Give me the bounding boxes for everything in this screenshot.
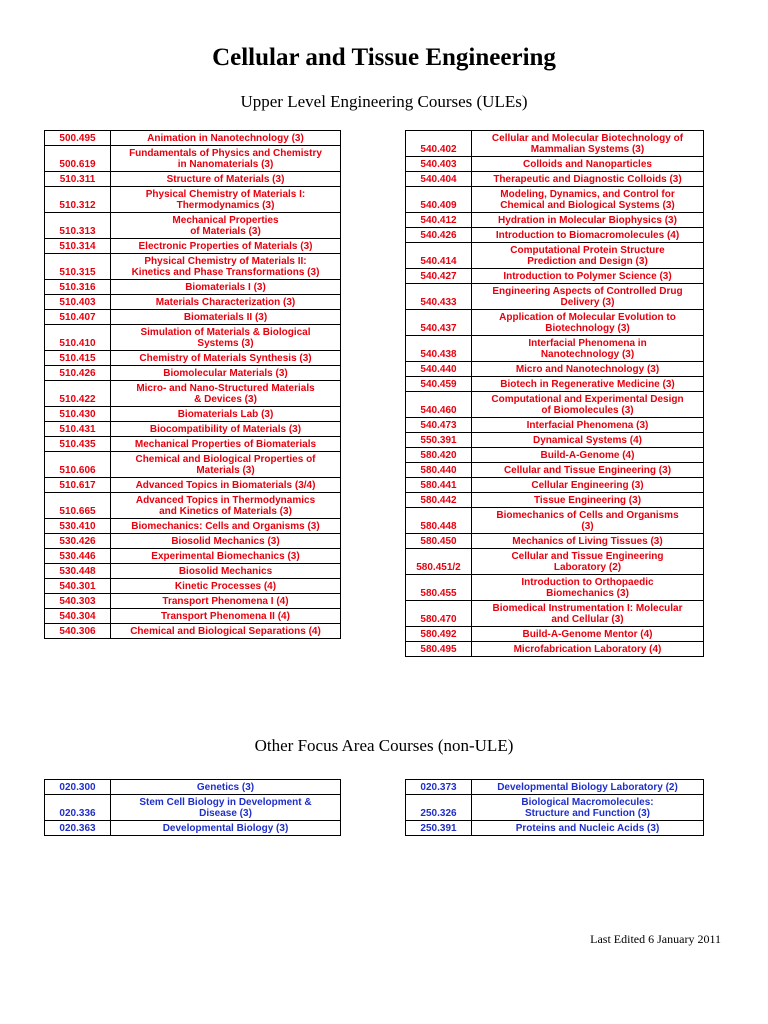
course-number: 540.306 [45, 624, 111, 639]
course-title: Cellular and Tissue Engineering Laboratory (2) [472, 549, 704, 575]
course-title: Physical Chemistry of Materials I: Thermodynamics (3) [111, 187, 341, 213]
course-number: 510.415 [45, 351, 111, 366]
course-row [45, 422, 341, 437]
course-row [45, 437, 341, 452]
course-row [406, 243, 704, 269]
course-title: Biosolid Mechanics (3) [111, 534, 341, 549]
course-number: 020.300 [45, 780, 111, 795]
course-number: 510.431 [45, 422, 111, 437]
course-number: 540.437 [406, 310, 472, 336]
course-row [45, 624, 341, 639]
page-title: Cellular and Tissue Engineering [212, 44, 556, 71]
course-row [406, 172, 704, 187]
course-number: 580.420 [406, 448, 472, 463]
nonule-course-table-left [44, 779, 341, 836]
course-title: Cellular and Tissue Engineering (3) [472, 463, 704, 478]
course-number: 580.495 [406, 642, 472, 657]
course-row [406, 780, 704, 795]
course-title: Advanced Topics in Thermodynamics and Kinetics of Materials (3) [111, 493, 341, 519]
course-title: Fundamentals of Physics and Chemistry in Nanomaterials (3) [111, 146, 341, 172]
course-title: Developmental Biology Laboratory (2) [472, 780, 704, 795]
course-number: 530.410 [45, 519, 111, 534]
course-number: 510.403 [45, 295, 111, 310]
course-row [406, 642, 704, 657]
course-title: Build-A-Genome Mentor (4) [472, 627, 704, 642]
course-number: 580.442 [406, 493, 472, 508]
course-title: Experimental Biomechanics (3) [111, 549, 341, 564]
course-row [45, 254, 341, 280]
course-row [45, 478, 341, 493]
course-title: Kinetic Processes (4) [111, 579, 341, 594]
course-title: Electronic Properties of Materials (3) [111, 239, 341, 254]
course-number: 540.402 [406, 131, 472, 157]
course-title: Chemical and Biological Properties of Materials (3) [111, 452, 341, 478]
course-number: 540.304 [45, 609, 111, 624]
course-row [406, 157, 704, 172]
course-number: 510.313 [45, 213, 111, 239]
course-title: Biomedical Instrumentation I: Molecular and Cellular (3) [472, 601, 704, 627]
course-number: 510.312 [45, 187, 111, 213]
course-number: 540.303 [45, 594, 111, 609]
course-number: 540.412 [406, 213, 472, 228]
course-row [45, 780, 341, 795]
course-title: Application of Molecular Evolution to Biotechnology (3) [472, 310, 704, 336]
course-number: 540.438 [406, 336, 472, 362]
course-number: 580.448 [406, 508, 472, 534]
course-row [45, 493, 341, 519]
course-title: Proteins and Nucleic Acids (3) [472, 821, 704, 836]
course-row [406, 269, 704, 284]
course-title: Biotech in Regenerative Medicine (3) [472, 377, 704, 392]
course-number: 550.391 [406, 433, 472, 448]
course-number: 530.426 [45, 534, 111, 549]
course-title: Biomaterials Lab (3) [111, 407, 341, 422]
course-title: Dynamical Systems (4) [472, 433, 704, 448]
course-number: 510.407 [45, 310, 111, 325]
course-number: 510.430 [45, 407, 111, 422]
course-row [406, 362, 704, 377]
course-title: Build-A-Genome (4) [472, 448, 704, 463]
course-number: 530.446 [45, 549, 111, 564]
course-number: 580.441 [406, 478, 472, 493]
course-title: Biomechanics: Cells and Organisms (3) [111, 519, 341, 534]
course-title: Colloids and Nanoparticles [472, 157, 704, 172]
course-number: 540.414 [406, 243, 472, 269]
course-row [406, 549, 704, 575]
course-number: 580.455 [406, 575, 472, 601]
course-number: 500.619 [45, 146, 111, 172]
course-title: Transport Phenomena II (4) [111, 609, 341, 624]
course-row [406, 478, 704, 493]
course-title: Animation in Nanotechnology (3) [111, 131, 341, 146]
course-number: 530.448 [45, 564, 111, 579]
course-row [406, 213, 704, 228]
course-title: Cellular Engineering (3) [472, 478, 704, 493]
course-number: 250.326 [406, 795, 472, 821]
course-title: Physical Chemistry of Materials II: Kinetics and Phase Transformations (3) [111, 254, 341, 280]
course-number: 580.450 [406, 534, 472, 549]
course-number: 580.440 [406, 463, 472, 478]
course-title: Transport Phenomena I (4) [111, 594, 341, 609]
course-title: Biomechanics of Cells and Organisms (3) [472, 508, 704, 534]
course-row [45, 381, 341, 407]
course-number: 540.459 [406, 377, 472, 392]
course-row [45, 609, 341, 624]
course-title: Cellular and Molecular Biotechnology of Mammalian Systems (3) [472, 131, 704, 157]
nonule-section-heading: Other Focus Area Courses (non-ULE) [254, 736, 514, 755]
course-title: Engineering Aspects of Controlled Drug Delivery (3) [472, 284, 704, 310]
course-title: Chemistry of Materials Synthesis (3) [111, 351, 341, 366]
course-row [45, 795, 341, 821]
course-row [406, 627, 704, 642]
course-number: 540.433 [406, 284, 472, 310]
course-number: 540.301 [45, 579, 111, 594]
course-row [406, 534, 704, 549]
course-number: 510.422 [45, 381, 111, 407]
course-row [45, 821, 341, 836]
course-row [45, 534, 341, 549]
course-row [45, 310, 341, 325]
course-row [45, 407, 341, 422]
course-row [406, 131, 704, 157]
course-row [45, 519, 341, 534]
course-title: Biomaterials I (3) [111, 280, 341, 295]
course-title: Computational and Experimental Design of Biomolecules (3) [472, 392, 704, 418]
course-number: 540.426 [406, 228, 472, 243]
course-row [45, 213, 341, 239]
course-row [406, 377, 704, 392]
course-title: Introduction to Polymer Science (3) [472, 269, 704, 284]
course-row [406, 601, 704, 627]
course-row [45, 172, 341, 187]
course-number: 020.363 [45, 821, 111, 836]
course-number: 510.410 [45, 325, 111, 351]
course-title: Modeling, Dynamics, and Control for Chemical and Biological Systems (3) [472, 187, 704, 213]
course-row [45, 579, 341, 594]
course-number: 540.440 [406, 362, 472, 377]
course-number: 250.391 [406, 821, 472, 836]
course-title: Introduction to Biomacromolecules (4) [472, 228, 704, 243]
course-title: Chemical and Biological Separations (4) [111, 624, 341, 639]
course-row [45, 295, 341, 310]
ule-section-heading: Upper Level Engineering Courses (ULEs) [240, 92, 528, 111]
course-row [406, 493, 704, 508]
course-title: Micro and Nanotechnology (3) [472, 362, 704, 377]
course-row [406, 336, 704, 362]
course-row [406, 187, 704, 213]
course-row [45, 594, 341, 609]
course-row [406, 463, 704, 478]
course-row [406, 310, 704, 336]
course-row [45, 146, 341, 172]
course-number: 510.426 [45, 366, 111, 381]
course-row [45, 280, 341, 295]
course-row [45, 549, 341, 564]
course-number: 580.470 [406, 601, 472, 627]
course-row [45, 187, 341, 213]
course-title: Structure of Materials (3) [111, 172, 341, 187]
course-title: Stem Cell Biology in Development & Disease (3) [111, 795, 341, 821]
course-title: Mechanics of Living Tissues (3) [472, 534, 704, 549]
course-number: 540.460 [406, 392, 472, 418]
course-number: 510.617 [45, 478, 111, 493]
course-title: Biological Macromolecules: Structure and Function (3) [472, 795, 704, 821]
course-title: Computational Protein Structure Prediction and Design (3) [472, 243, 704, 269]
course-number: 540.404 [406, 172, 472, 187]
course-row [406, 433, 704, 448]
course-number: 540.403 [406, 157, 472, 172]
course-title: Micro- and Nano-Structured Materials & Devices (3) [111, 381, 341, 407]
course-title: Genetics (3) [111, 780, 341, 795]
course-number: 580.451/2 [406, 549, 472, 575]
course-title: Biomolecular Materials (3) [111, 366, 341, 381]
course-title: Mechanical Properties of Biomaterials [111, 437, 341, 452]
course-title: Biomaterials II (3) [111, 310, 341, 325]
course-number: 540.409 [406, 187, 472, 213]
course-number: 510.665 [45, 493, 111, 519]
course-number: 510.435 [45, 437, 111, 452]
course-row [45, 351, 341, 366]
course-title: Microfabrication Laboratory (4) [472, 642, 704, 657]
course-row [406, 448, 704, 463]
course-title: Biocompatibility of Materials (3) [111, 422, 341, 437]
course-title: Therapeutic and Diagnostic Colloids (3) [472, 172, 704, 187]
course-row [45, 366, 341, 381]
ule-course-table-left [44, 130, 341, 639]
course-row [406, 284, 704, 310]
course-number: 510.314 [45, 239, 111, 254]
course-number: 510.311 [45, 172, 111, 187]
course-row [406, 821, 704, 836]
course-row [45, 325, 341, 351]
course-row [45, 564, 341, 579]
course-title: Tissue Engineering (3) [472, 493, 704, 508]
nonule-course-table-right [405, 779, 704, 836]
course-row [406, 392, 704, 418]
course-row [406, 575, 704, 601]
course-number: 510.606 [45, 452, 111, 478]
course-number: 540.427 [406, 269, 472, 284]
course-number: 500.495 [45, 131, 111, 146]
course-title: Interfacial Phenomena in Nanotechnology (3) [472, 336, 704, 362]
last-edited-note: Last Edited 6 January 2011 [590, 932, 721, 946]
course-number: 510.315 [45, 254, 111, 280]
course-number: 580.492 [406, 627, 472, 642]
course-number: 020.336 [45, 795, 111, 821]
course-number: 510.316 [45, 280, 111, 295]
course-title: Advanced Topics in Biomaterials (3/4) [111, 478, 341, 493]
ule-course-table-right [405, 130, 704, 657]
course-number: 540.473 [406, 418, 472, 433]
course-row [45, 452, 341, 478]
course-title: Mechanical Properties of Materials (3) [111, 213, 341, 239]
course-number: 020.373 [406, 780, 472, 795]
course-row [406, 508, 704, 534]
course-title: Hydration in Molecular Biophysics (3) [472, 213, 704, 228]
course-title: Materials Characterization (3) [111, 295, 341, 310]
course-title: Introduction to Orthopaedic Biomechanics (3) [472, 575, 704, 601]
course-row [406, 228, 704, 243]
course-title: Simulation of Materials & Biological Systems (3) [111, 325, 341, 351]
course-title: Biosolid Mechanics [111, 564, 341, 579]
course-title: Developmental Biology (3) [111, 821, 341, 836]
course-row [406, 418, 704, 433]
course-row [406, 795, 704, 821]
course-row [45, 131, 341, 146]
course-row [45, 239, 341, 254]
course-title: Interfacial Phenomena (3) [472, 418, 704, 433]
